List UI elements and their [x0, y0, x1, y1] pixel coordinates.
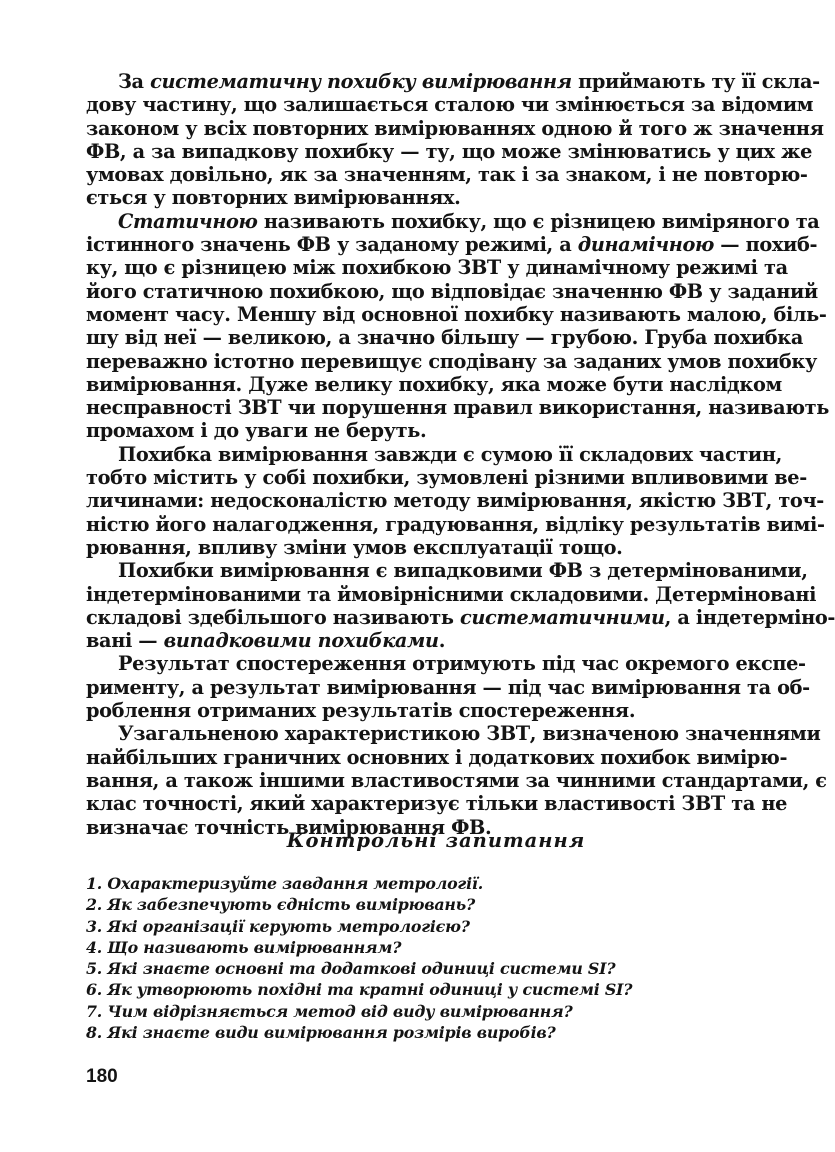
text-segment: рименту, а результат вимірювання — під час вимірювання та об-: [86, 675, 810, 699]
paragraph: [86, 722, 827, 839]
page-number: 180: [86, 1066, 118, 1087]
text-line: [86, 209, 820, 233]
text-segment: вимірювання. Дуже велику похибку, яка може бути наслідком: [86, 372, 782, 396]
question-item: 4. Що називають вимірюванням?: [86, 937, 402, 957]
text-line: [86, 233, 818, 257]
text-line: [86, 442, 783, 466]
paragraph: [86, 442, 825, 559]
text-segment: роблення отриманих результатів спостереження.: [86, 699, 636, 723]
text-line: [86, 559, 808, 583]
text-line: [86, 116, 824, 140]
text-segment: істинного значень ФВ у заданому режимі, а: [86, 233, 578, 257]
text-line: [86, 722, 821, 746]
text-segment: За: [118, 70, 151, 93]
text-line: [86, 256, 788, 280]
text-segment: промахом і до уваги не беруть.: [86, 419, 427, 443]
text-line: [86, 582, 817, 606]
text-segment: Похибка вимірювання завжди є сумою її складових частин,: [118, 442, 783, 466]
text-segment: ку, що є різницею між похибкою ЗВТ у динамічному режимі та: [86, 256, 788, 280]
text-line: [86, 93, 814, 117]
body-text: [86, 70, 835, 839]
question-item: 6. Як утворюють похідні та кратні одиниці у системі SI?: [86, 980, 633, 1000]
text-segment: момент часу. Меншу від основної похибку називають малою, біль-: [86, 302, 827, 326]
question-item: 3. Які організації керують метрологією?: [86, 916, 470, 936]
text-line: [86, 699, 754, 722]
text-segment: індетермінованими та ймовірнісними складовими. Детерміновані: [86, 582, 817, 606]
text-segment: умовах довільно, як за значенням, так і за знаком, і не повторю-: [86, 163, 808, 187]
text-segment: Результат спостереження отримують під час окремого експе-: [118, 652, 806, 676]
text-line: [86, 372, 782, 396]
question-item: 2. Як забезпечують єдність вимірювань?: [86, 895, 476, 915]
question-item: 8. Які знаєте види вимірювання розмірів виробів?: [86, 1023, 556, 1043]
text-segment: ФВ, а за випадкову похибку — ту, що може змінюватись у цих же: [86, 139, 813, 163]
text-line: [86, 70, 820, 93]
text-line: [86, 768, 827, 792]
question-item: 5. Які знаєте основні та додаткові одиниці системи SI?: [86, 959, 616, 979]
text-segment: переважно істотно перевищує сподівану за заданих умов похибку: [86, 349, 817, 373]
question-item: 7. Чим відрізняється метод від виду вимірювання?: [86, 1001, 573, 1021]
text-segment: ється у повторних вимірюваннях.: [86, 186, 461, 210]
text-segment: Узагальненою характеристикою ЗВТ, визначеною значеннями: [118, 722, 821, 746]
paragraph: [86, 559, 835, 653]
text-line: [86, 326, 804, 350]
text-segment: його статичною похибкою, що відповідає значенню ФВ у заданий: [86, 279, 818, 303]
text-segment: називають похибку, що є різницею виміряного та: [257, 209, 820, 233]
text-segment: тобто містить у собі похибки, зумовлені різними впливовими ве-: [86, 466, 807, 490]
text-segment: .: [438, 629, 446, 653]
italic-term: Статичною: [118, 209, 258, 233]
text-line: [86, 279, 818, 303]
text-line: [86, 605, 835, 629]
italic-term: динамічною: [577, 233, 714, 257]
text-line: [86, 139, 813, 163]
text-line: [86, 396, 830, 420]
text-line: [86, 629, 754, 652]
text-line: [86, 302, 827, 326]
question-item: 1. Охарактеризуйте завдання метрології.: [86, 874, 484, 893]
text-line: [86, 675, 810, 699]
text-segment: несправності ЗВТ чи порушення правил використання, називають: [86, 396, 830, 420]
questions-list: [86, 873, 766, 1043]
text-segment: рювання, впливу зміни умов експлуатації тощо.: [86, 535, 623, 559]
paragraph: [86, 209, 830, 443]
text-segment: дову частину, що залишається сталою чи змінюється за відомим: [86, 93, 814, 117]
text-segment: личинами: недосконалістю методу вимірювання, якістю ЗВТ, точ-: [86, 489, 824, 513]
text-line: [86, 745, 788, 769]
text-line: [86, 419, 754, 442]
italic-term: систематичну похибку вимірювання: [150, 70, 572, 93]
text-segment: — похиб-: [713, 233, 818, 257]
text-segment: визначає точність вимірювання ФВ.: [86, 815, 492, 839]
text-line: [86, 489, 824, 513]
text-line: [86, 163, 808, 187]
italic-term: випадковими похибками: [163, 629, 439, 653]
section-title: Контрольні запитання: [286, 829, 586, 852]
text-line: [86, 349, 817, 373]
text-segment: клас точності, який характеризує тільки властивості ЗВТ та не: [86, 792, 788, 816]
paragraph: [86, 70, 824, 210]
text-line: [86, 186, 754, 209]
text-segment: вання, а також іншими властивостями за чинними стандартами, є: [86, 768, 827, 792]
text-segment: найбільших граничних основних і додаткових похибок вимірю-: [86, 745, 788, 769]
text-segment: складові здебільшого називають: [86, 605, 460, 629]
text-segment: приймають ту її скла-: [571, 70, 820, 93]
italic-term: систематичними: [459, 605, 665, 629]
text-segment: ністю його налагодження, градуювання, відліку результатів вимі-: [86, 512, 825, 536]
text-segment: Похибки вимірювання є випадковими ФВ з детермінованими,: [118, 559, 808, 583]
text-line: [86, 466, 807, 490]
text-segment: законом у всіх повторних вимірюваннях одною й того ж значення: [86, 116, 824, 140]
text-segment: шу від неї — великою, а значно більшу — грубою. Груба похибка: [86, 326, 804, 350]
text-line: [86, 792, 788, 816]
text-segment: , а індетерміно-: [664, 605, 835, 629]
text-line: [86, 512, 825, 536]
text-line: [86, 536, 754, 559]
text-segment: вані —: [86, 629, 164, 653]
paragraph: [86, 652, 810, 723]
text-line: [86, 652, 806, 676]
